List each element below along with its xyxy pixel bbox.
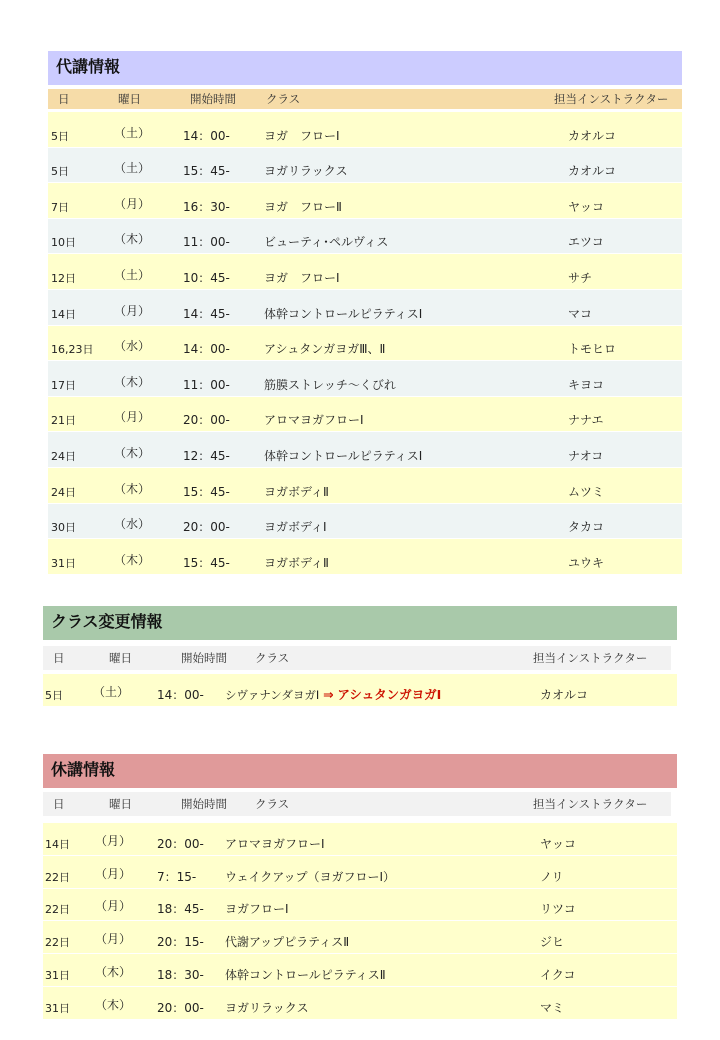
table-row	[43, 889, 677, 921]
row-time: 18：45-	[157, 902, 204, 917]
row-day: 7日	[51, 200, 69, 214]
row-weekday: （木）	[114, 445, 151, 460]
table-row	[48, 112, 682, 147]
table-row	[48, 539, 682, 574]
row-instructor: ナナエ	[568, 413, 604, 428]
row-time: 14：00-	[183, 342, 230, 357]
row-time: 20：00-	[183, 413, 230, 428]
row-class: ヨガフローⅠ	[225, 902, 289, 917]
row-weekday: （月）	[95, 833, 132, 848]
row-weekday: （月）	[114, 303, 151, 318]
row-day: 5日	[45, 689, 63, 702]
henko-table-header	[43, 646, 671, 670]
row-day: 31日	[51, 556, 76, 570]
row-day: 24日	[51, 485, 76, 499]
arrow-icon: ⇒	[323, 687, 334, 702]
row-day: 14日	[45, 837, 70, 851]
row-weekday: （木）	[114, 481, 151, 496]
row-day: 24日	[51, 449, 76, 463]
row-class: 体幹コントロールピラティスⅡ	[225, 967, 386, 982]
row-time: 15：45-	[183, 555, 230, 570]
row-instructor: マミ	[540, 1000, 565, 1015]
table-row	[48, 432, 682, 467]
table-row	[48, 290, 682, 325]
row-day: 31日	[45, 968, 70, 982]
header-weekday: 曜日	[109, 797, 132, 811]
header-weekday: 曜日	[118, 92, 141, 106]
header-instructor: 担当インストラクター	[554, 92, 669, 106]
row-class: ヨガ フローⅠ	[264, 270, 340, 285]
table-row	[48, 397, 682, 432]
row-weekday: （水）	[114, 339, 151, 354]
kyuko-section-title: 休講情報	[43, 754, 677, 788]
row-class: アシュタンガヨガⅢ、Ⅱ	[264, 342, 386, 357]
row-day: 5日	[51, 165, 69, 179]
table-row	[48, 504, 682, 539]
row-class	[225, 685, 441, 703]
row-instructor: ジヒ	[540, 935, 565, 950]
row-time: 11：00-	[183, 377, 230, 392]
row-instructor: ノリ	[540, 869, 564, 884]
table-row	[48, 326, 682, 361]
row-weekday: （木）	[95, 997, 132, 1012]
header-time: 開始時間	[190, 92, 236, 106]
row-time: 10：45-	[183, 270, 230, 285]
table-row	[43, 921, 677, 953]
row-time: 20：00-	[157, 1000, 204, 1015]
row-class: 筋膜ストレッチ～くびれ	[264, 377, 396, 392]
table-row	[43, 987, 677, 1019]
daiko-table-header	[48, 89, 682, 109]
row-weekday: （土）	[114, 161, 151, 176]
header-class: クラス	[266, 92, 301, 106]
row-time: 14：00-	[183, 128, 230, 143]
header-time: 開始時間	[181, 797, 227, 811]
row-instructor: タカコ	[568, 520, 605, 535]
table-row	[48, 183, 682, 218]
row-time: 7：15-	[157, 869, 197, 884]
row-time: 14：45-	[183, 306, 230, 321]
row-time: 20：15-	[157, 935, 204, 950]
table-row	[43, 674, 677, 706]
header-instructor: 担当インストラクター	[533, 651, 648, 665]
row-day: 22日	[45, 936, 70, 950]
row-instructor: カオルコ	[540, 688, 589, 702]
row-class: ビューティ･ペルヴィス	[264, 235, 389, 250]
row-day: 22日	[45, 903, 70, 917]
row-class: ヨガリラックス	[225, 1000, 309, 1015]
header-day: 日	[58, 92, 70, 106]
header-class: クラス	[255, 797, 290, 811]
row-instructor: ムツミ	[568, 484, 605, 499]
row-instructor: ヤッコ	[540, 836, 577, 851]
henko-section-title: クラス変更情報	[43, 606, 677, 640]
row-day: 12日	[51, 271, 76, 285]
header-class: クラス	[255, 651, 290, 665]
row-time: 20：00-	[183, 520, 230, 535]
row-day: 14日	[51, 307, 76, 321]
row-weekday: （月）	[95, 899, 132, 914]
class-to: アシュタンガヨガⅠ	[337, 687, 442, 702]
row-time: 11：00-	[183, 235, 230, 250]
row-day: 17日	[51, 378, 76, 392]
row-instructor: キヨコ	[568, 377, 605, 392]
row-time: 15：45-	[183, 164, 230, 179]
table-row	[48, 219, 682, 254]
row-instructor: サチ	[568, 270, 593, 285]
row-instructor: ナオコ	[568, 448, 604, 463]
row-weekday: （月）	[95, 866, 132, 881]
row-time: 15：45-	[183, 484, 230, 499]
row-instructor: マコ	[568, 306, 593, 321]
row-class: アロマヨガフローⅠ	[225, 836, 325, 851]
table-row	[43, 823, 677, 855]
row-weekday: （木）	[114, 552, 151, 567]
daiko-section-title: 代講情報	[48, 51, 682, 85]
class-from: シヴァナンダヨガⅠ	[225, 688, 320, 702]
row-day: 30日	[51, 521, 76, 535]
row-class: ウェイクアップ（ヨガフローⅠ）	[225, 869, 395, 884]
row-time: 18：30-	[157, 967, 204, 982]
row-day: 16,23日	[51, 343, 94, 357]
row-weekday: （土）	[114, 125, 151, 140]
row-instructor: イクコ	[540, 967, 576, 982]
header-weekday: 曜日	[109, 651, 132, 665]
row-weekday: （月）	[95, 932, 132, 947]
table-row	[48, 254, 682, 289]
header-time: 開始時間	[181, 651, 227, 665]
row-weekday: （土）	[93, 685, 130, 699]
row-class: ヨガボディⅡ	[264, 555, 329, 570]
row-class: ヨガ フローⅠ	[264, 128, 340, 143]
row-time: 14：00-	[157, 688, 204, 702]
row-weekday: （土）	[114, 267, 151, 282]
table-row	[48, 468, 682, 503]
row-class: ヨガリラックス	[264, 164, 348, 179]
row-weekday: （木）	[95, 964, 132, 979]
row-time: 20：00-	[157, 836, 204, 851]
kyuko-table-header	[43, 792, 671, 816]
row-day: 31日	[45, 1001, 70, 1015]
row-instructor: リツコ	[540, 902, 576, 917]
row-weekday: （水）	[114, 517, 151, 532]
header-instructor: 担当インストラクター	[533, 797, 648, 811]
row-weekday: （木）	[114, 232, 151, 247]
header-day: 日	[53, 797, 65, 811]
row-class: ヨガ フローⅡ	[264, 199, 342, 214]
row-weekday: （木）	[114, 374, 151, 389]
row-class: 体幹コントロールピラティスⅠ	[264, 306, 423, 321]
row-weekday: （月）	[114, 196, 151, 211]
row-class: 体幹コントロールピラティスⅠ	[264, 448, 423, 463]
row-instructor: エツコ	[568, 235, 604, 250]
row-class: アロマヨガフローⅠ	[264, 413, 364, 428]
table-row	[43, 856, 677, 888]
row-day: 10日	[51, 236, 76, 250]
row-day: 22日	[45, 870, 70, 884]
row-instructor: カオルコ	[568, 164, 617, 179]
row-class: ヨガボディⅠ	[264, 520, 327, 535]
row-day: 21日	[51, 414, 76, 428]
row-time: 12：45-	[183, 448, 230, 463]
table-row	[48, 361, 682, 396]
row-instructor: ユウキ	[568, 555, 605, 570]
row-weekday: （月）	[114, 410, 151, 425]
header-day: 日	[53, 651, 65, 665]
row-day: 5日	[51, 129, 69, 143]
row-instructor: ヤッコ	[568, 199, 605, 214]
row-time: 16：30-	[183, 199, 230, 214]
row-class: 代謝アップピラティスⅡ	[225, 935, 350, 950]
table-row	[43, 954, 677, 986]
row-instructor: トモヒロ	[568, 342, 617, 357]
table-row	[48, 148, 682, 183]
row-instructor: カオルコ	[568, 128, 617, 143]
row-class: ヨガボディⅡ	[264, 484, 329, 499]
